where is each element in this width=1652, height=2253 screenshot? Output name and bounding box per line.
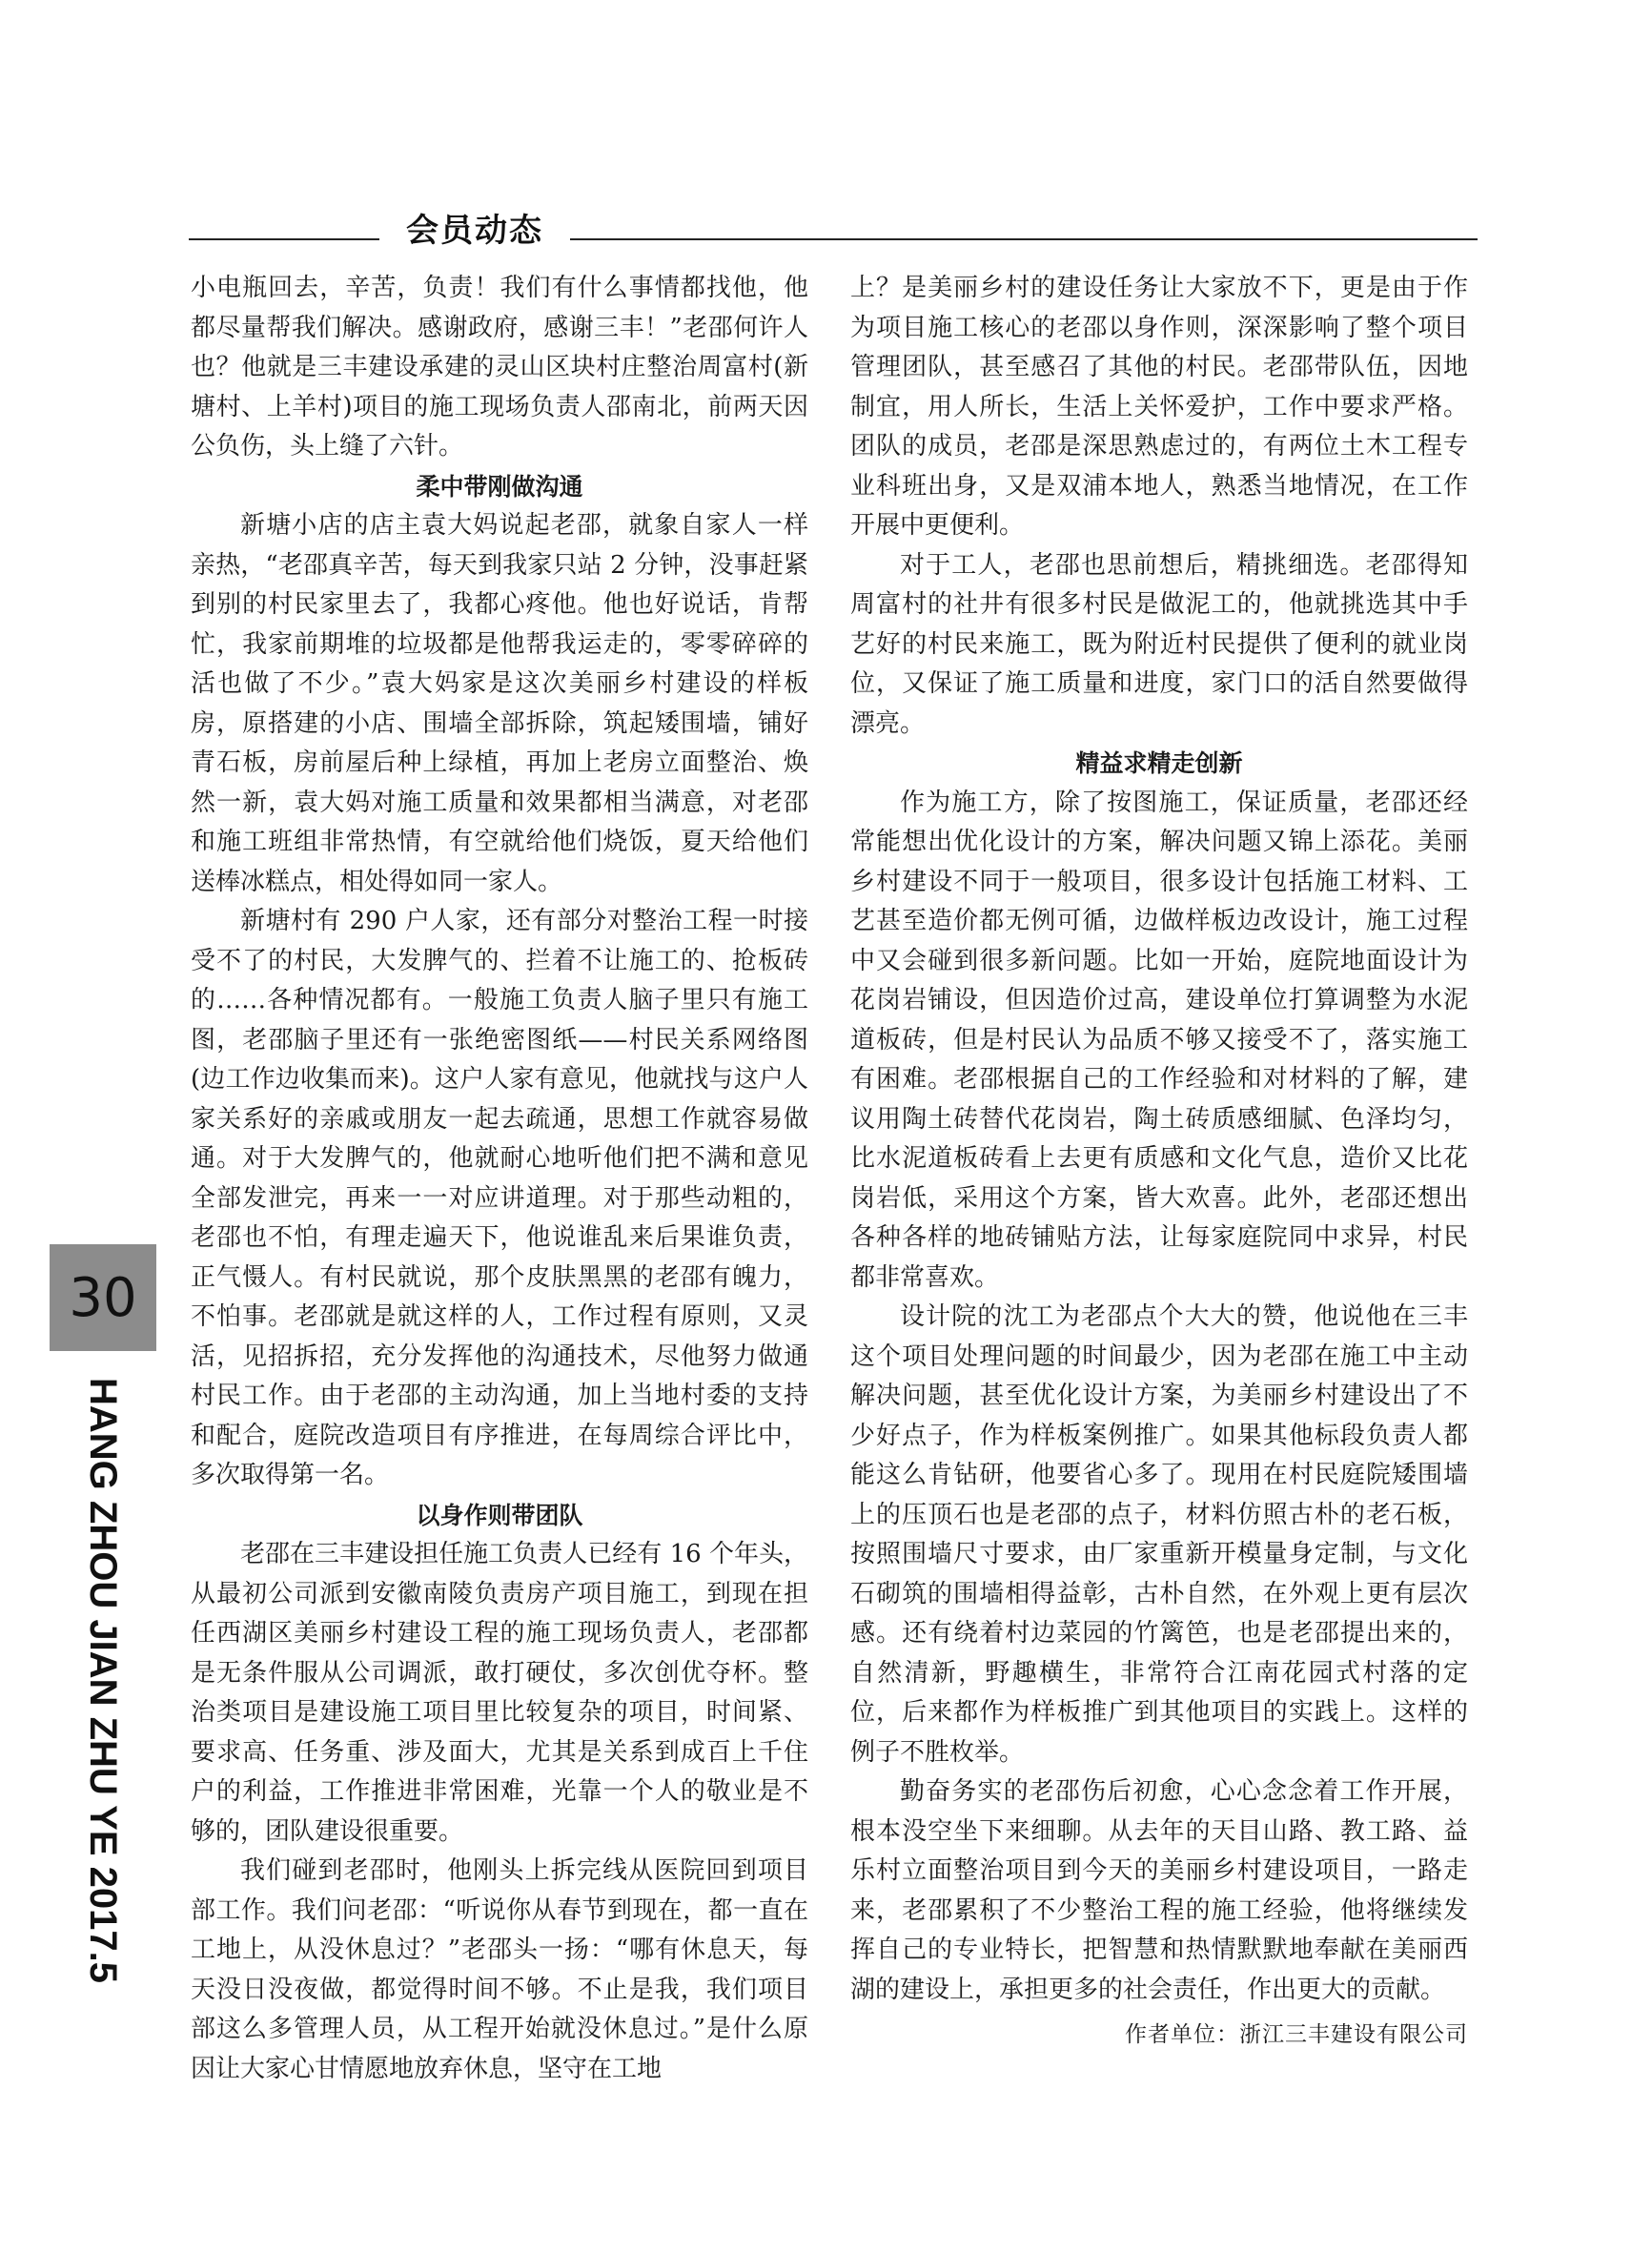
paragraph: 作为施工方，除了按图施工，保证质量，老邵还经常能想出优化设计的方案，解决问题又锦上添花。美丽乡村建设不同于一般项目，很多设计包括施工材料、工艺甚至造价都无例可循，边做样板边改设计，施工过程中又会碰到很多新问题。比如一开始，庭院地面设计为花岗岩铺设，但因造价过高，建设单位打算调整为水泥道板砖，但是村民认为品质不够又接受不了，落实施工有困难。老邵根据自己的工作经验和对材料的了解，建议用陶土砖替代花岗岩，陶土砖质感细腻、色泽均匀，比水泥道板砖看上去更有质感和文化气息，造价又比花岗岩低，采用这个方案，皆大欢喜。此外，老邵还想出各种各样的地砖铺贴方法，让每家庭院同中求异，村民都非常喜欢。 <box>850 788 1468 1292</box>
journal-label-vertical <box>80 1378 137 2045</box>
article-column-left <box>191 269 808 2089</box>
section-title: 会员动态 <box>406 212 543 250</box>
paragraph: 对于工人，老邵也思前想后，精挑细选。老邵得知周富村的社井有很多村民是做泥工的，他就挑选其中手艺好的村民来施工，既为附近村民提供了便利的就业岗位，又保证了施工质量和进度，家门口的活自然要做得漂亮。 <box>850 550 1468 738</box>
paragraph: 新塘村有 290 户人家，还有部分对整治工程一时接受不了的村民，大发脾气的、拦着不让施工的、抢板砖的……各种情况都有。一般施工负责人脑子里只有施工图，老邵脑子里还有一张绝密图纸——村民关系网络图(边工作边收集而来)。这户人家有意见，他就找与这户人家关系好的亲戚或朋友一起去疏通，思想工作就容易做通。对于大发脾气的，他就耐心地听他们把不满和意见全部发泄完，再来一一对应讲道理。对于那些动粗的，老邵也不怕，有理走遍天下，他说谁乱来后果谁负责，正气慑人。有村民就说，那个皮肤黑黑的老邵有魄力，不怕事。老邵就是就这样的人，工作过程有原则，又灵活，见招拆招，充分发挥他的沟通技术，尽他努力做通村民工作。由于老邵的主动沟通，加上当地村委的支持和配合，庭院改造项目有序推进，在每周综合评比中，多次取得第一名。 <box>191 907 808 1489</box>
subheading: 以身作则带团队 <box>416 1501 583 1529</box>
paragraph: 小电瓶回去，辛苦，负责！我们有什么事情都找他，他都尽量帮我们解决。感谢政府，感谢三丰！”老邵何许人也？他就是三丰建设承建的灵山区块村庄整治周富村(新塘村、上羊村)项目的施工现场负责人邵南北，前两天因公负伤，头上缝了六针。 <box>191 274 808 461</box>
paragraph: 新塘小店的店主袁大妈说起老邵，就象自家人一样亲热，“老邵真辛苦，每天到我家只站 2 分钟，没事赶紧到别的村民家里去了，我都心疼他。他也好说话，肯帮忙，我家前期堆的垃圾都是他帮我运走的，零零碎碎的活也做了不少。”袁大妈家是这次美丽乡村建设的样板房，原搭建的小店、围墙全部拆除，筑起矮围墙，铺好青石板，房前屋后种上绿植，再加上老房立面整治、焕然一新，袁大妈对施工质量和效果都相当满意，对老邵和施工班组非常热情，有空就给他们烧饭，夏天给他们送棒冰糕点，相处得如同一家人。 <box>191 511 808 896</box>
paragraph: 老邵在三丰建设担任施工负责人已经有 16 个年头，从最初公司派到安徽南陵负责房产项目施工，到现在担任西湖区美丽乡村建设工程的施工现场负责人，老邵都是无条件服从公司调派，敢打硬仗，多次创优夺杯。整治类项目是建设施工项目里比较复杂的项目，时间紧、要求高、任务重、涉及面大，尤其是关系到成百上千住户的利益，工作推进非常困难，光靠一个人的敬业是不够的，团队建设很重要。 <box>191 1540 808 1846</box>
section-header <box>189 204 1478 250</box>
paragraph: 设计院的沈工为老邵点个大大的赞，他说他在三丰这个项目处理问题的时间最少，因为老邵在施工中主动解决问题，甚至优化设计方案，为美丽乡村建设出了不少好点子，作为样板案例推广。如果其他标段负责人都能这么肯钻研，他要省心多了。现用在村民庭院矮围墙上的压顶石也是老邵的点子，材料仿照古朴的老石板，按照围墙尺寸要求，由厂家重新开模量身定制，与文化石砌筑的围墙相得益彰，古朴自然，在外观上更有层次感。还有绕着村边菜园的竹篱笆，也是老邵提出来的，自然清新，野趣横生，非常符合江南花园式村落的定位，后来都作为样板推广到其他项目的实践上。这样的例子不胜枚举。 <box>850 1302 1468 1767</box>
article-column-right <box>850 269 1468 2056</box>
subheading: 精益求精走创新 <box>1075 749 1243 777</box>
paragraph: 我们碰到老邵时，他刚头上拆完线从医院回到项目部工作。我们问老邵：“听说你从春节到现在，都一直在工地上，从没休息过？”老邵头一扬：“哪有休息天，每天没日没夜做，都觉得时间不够。不止是我，我们项目部这么多管理人员，从工程开始就没休息过。”是什么原因让大家心甘情愿地放弃休息，坚守在工地 <box>191 1856 808 2083</box>
author-affiliation: 作者单位：浙江三丰建设有限公司 <box>1125 2022 1468 2047</box>
paragraph: 上？是美丽乡村的建设任务让大家放不下，更是由于作为项目施工核心的老邵以身作则，深深影响了整个项目管理团队，甚至感召了其他的村民。老邵带队伍，因地制宜，用人所长，生活上关怀爱护，工作中要求严格。团队的成员，老邵是深思熟虑过的，有两位土木工程专业科班出身，又是双浦本地人，熟悉当地情况，在工作开展中更便利。 <box>850 274 1468 540</box>
journal-label: HANG ZHOU JIAN ZHU YE 2017.5 <box>82 1378 124 1983</box>
page-number: 30 <box>69 1266 137 1329</box>
header-rule-right <box>570 238 1478 240</box>
page-number-box <box>50 1244 156 1351</box>
header-rule-left <box>189 238 379 240</box>
subheading: 柔中带刚做沟通 <box>416 472 583 501</box>
paragraph: 勤奋务实的老邵伤后初愈，心心念念着工作开展，根本没空坐下来细聊。从去年的天目山路、教工路、益乐村立面整治项目到今天的美丽乡村建设项目，一路走来，老邵累积了不少整治工程的施工经验，他将继续发挥自己的专业特长，把智慧和热情默默地奉献在美丽西湖的建设上，承担更多的社会责任，作出更大的贡献。 <box>850 1777 1468 2004</box>
